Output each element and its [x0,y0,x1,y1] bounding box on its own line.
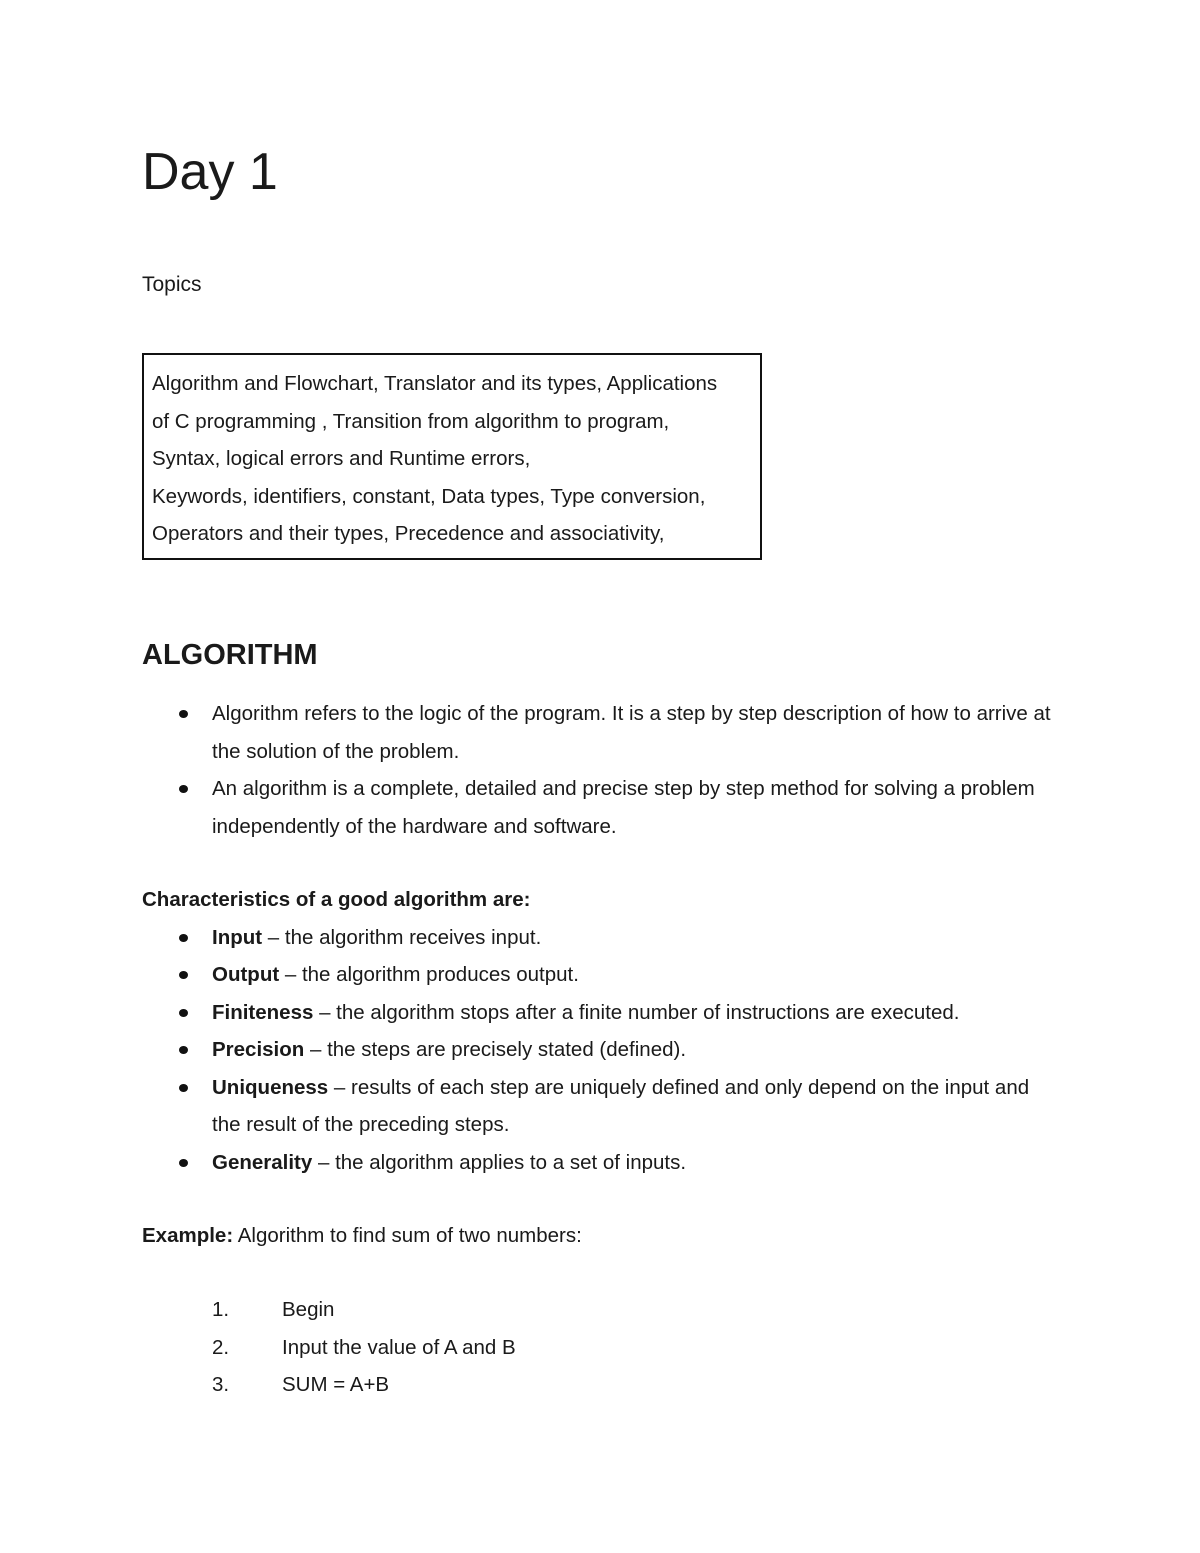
example-line [142,1217,1052,1255]
steps-block [142,1291,1052,1404]
list-item [142,1144,1052,1182]
characteristic-text: – the algorithm produces output. [279,963,579,986]
bullet-icon [179,1159,188,1167]
topics-line: Algorithm and Flowchart, Translator and its types, Applications [152,372,718,395]
step-number: 3. [212,1373,230,1396]
bullet-icon [179,971,188,979]
step-text: SUM = A+B [282,1373,390,1396]
step-item [142,1291,1052,1329]
list-item [142,919,1052,957]
step-item [142,1329,1052,1367]
list-item [142,1069,1052,1144]
characteristic-term: Precision [212,1038,305,1061]
list-item [142,695,1052,770]
topics-line: Keywords, identifiers, constant, Data types, Type conversion, [152,484,706,508]
characteristic-term: Input [212,925,263,949]
characteristic-text: – the algorithm receives input. [262,925,542,949]
step-number: 2. [212,1335,230,1359]
characteristics-list [142,919,1052,1182]
list-item-text: Algorithm refers to the logic of the program. It is a step by step description of how to arrive at the solution of the problem. [212,702,1051,763]
characteristic-text: – the steps are precisely stated (defined). [304,1038,687,1061]
step-number: 1. [212,1298,230,1321]
characteristic-term: Uniqueness [212,1075,329,1099]
list-item [142,1031,1052,1069]
step-text: Begin [282,1298,335,1321]
definition-block [142,695,1052,845]
example-block [142,1217,1052,1255]
steps-list [142,1291,1052,1404]
characteristic-text: – the algorithm applies to a set of inputs. [312,1150,687,1174]
bullet-icon [179,1084,188,1092]
topics-line: Syntax, logical errors and Runtime errors, [152,447,531,470]
list-item-text: An algorithm is a complete, detailed and precise step by step method for solving a problem independently of the hardware and software. [212,777,1035,838]
bullet-icon [179,785,188,793]
bullet-icon [179,1046,188,1054]
example-label: Example: [142,1224,234,1247]
list-item [142,994,1052,1032]
characteristics-heading: Characteristics of a good algorithm are: [142,888,531,911]
characteristics-block [142,881,1052,1181]
bullet-icon [179,934,188,942]
example-text: Algorithm to find sum of two numbers: [233,1224,582,1247]
characteristic-term: Output [212,963,280,986]
bullet-icon [179,710,188,718]
list-item [142,770,1052,845]
bullet-icon [179,1009,188,1017]
characteristic-text: – the algorithm stops after a finite number of instructions are executed. [313,1000,960,1024]
characteristic-text: – results of each step are uniquely defined and only depend on the input and the result of the preceding steps. [212,1075,1030,1136]
characteristic-term: Generality [212,1150,313,1174]
page-title: Day 1 [142,143,278,201]
topics-label: Topics [142,273,202,296]
topics-box [142,353,762,560]
step-item [142,1366,1052,1404]
step-text: Input the value of A and B [282,1335,516,1359]
topics-line: of C programming , Transition from algorithm to program, [152,409,670,433]
characteristic-term: Finiteness [212,1000,314,1024]
topics-line: Operators and their types, Precedence and associativity, [152,522,665,545]
list-item [142,956,1052,994]
definition-list [142,695,1052,845]
section-heading: ALGORITHM [142,639,318,671]
